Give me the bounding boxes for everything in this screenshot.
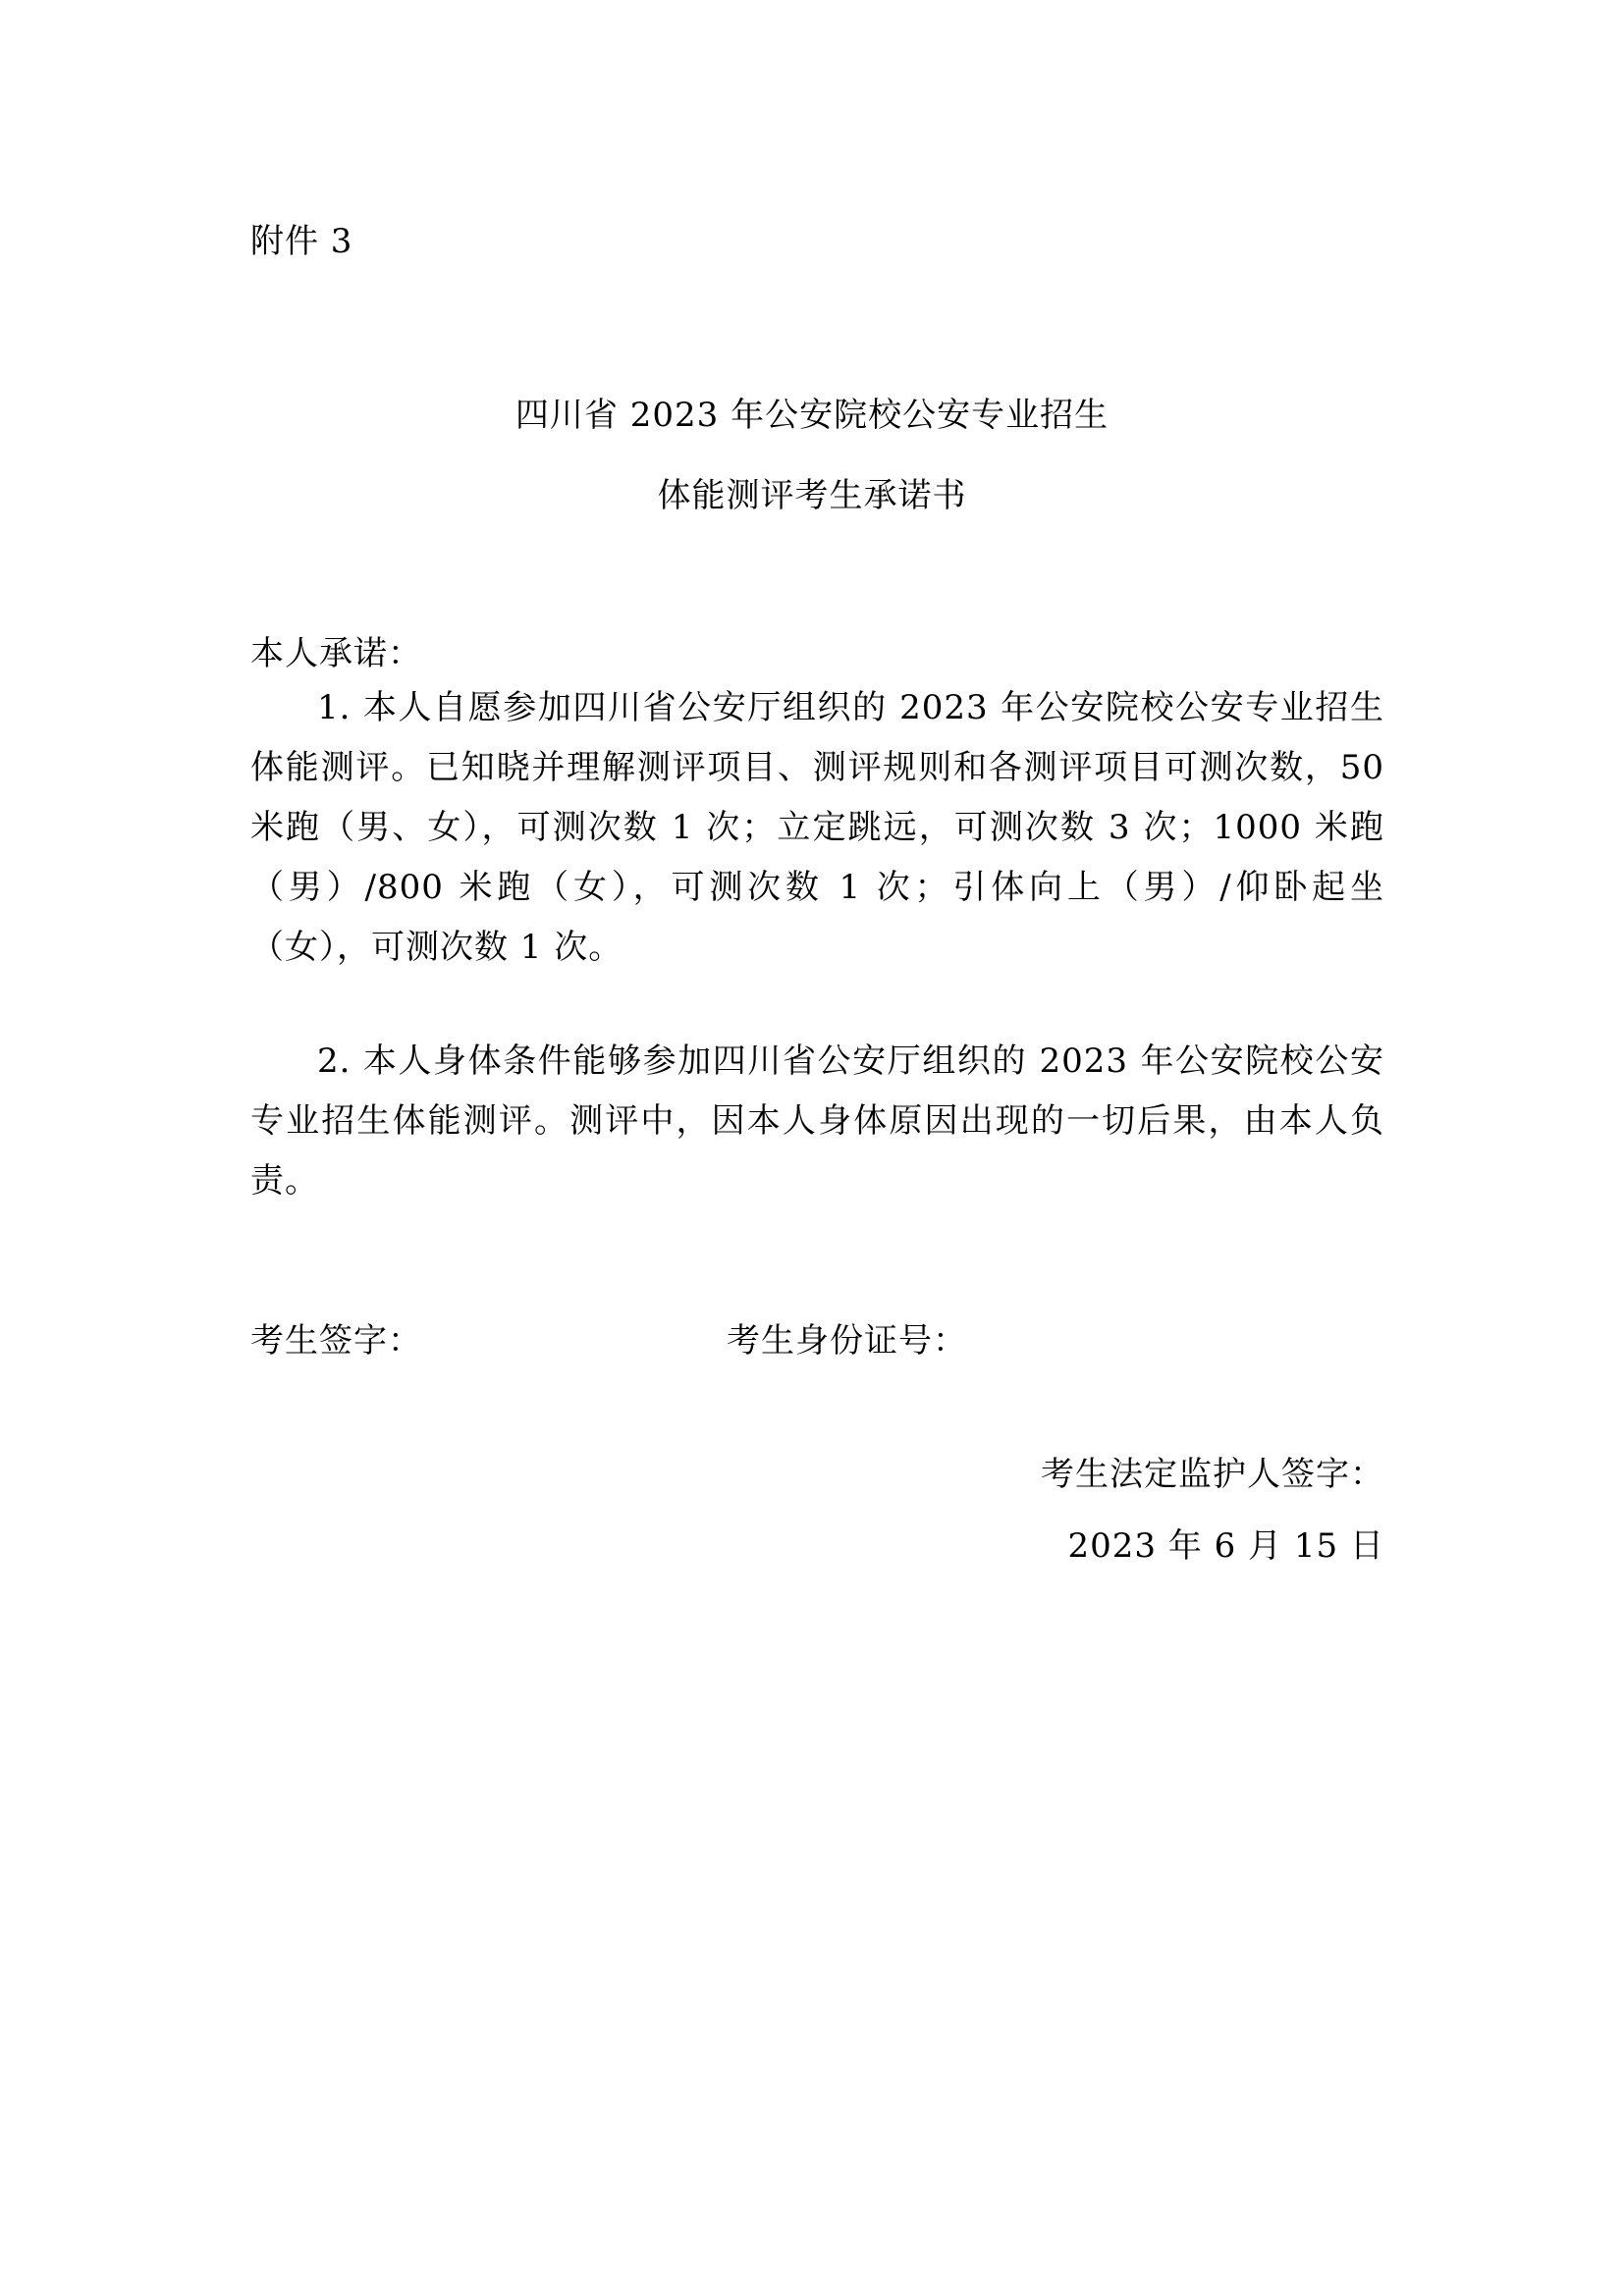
pledge-paragraph-1: 1. 本人自愿参加四川省公安厅组织的 2023 年公安院校公安专业招生体能测评。已知晓并理解测评项目、测评规则和各测评项目可测次数，50 米跑（男、女），可测次数 1 次；立定跳远，可测次数 3 次；1000 米跑（男）/800 米跑（女），可测次数 1 次；引体向上（男）/仰卧起坐（女），可测次数 1 次。 <box>250 688 1384 967</box>
student-signature-label: 考生签字： <box>250 1321 422 1361</box>
document-title-line-1: 四川省 2023 年公安院校公安专业招生 <box>514 396 1110 435</box>
document-title-line-2: 体能测评考生承诺书 <box>657 476 967 515</box>
attachment-label: 附件 3 <box>250 222 353 261</box>
pledge-paragraph-2: 2. 本人身体条件能够参加四川省公安厅组织的 2023 年公安院校公安专业招生体能测评。测评中，因本人身体原因出现的一切后果，由本人负责。 <box>250 1041 1384 1201</box>
document-date: 2023 年 6 月 15 日 <box>1067 1526 1384 1566</box>
pledge-intro: 本人承诺： <box>250 634 422 673</box>
student-id-label: 考生身份证号： <box>727 1321 967 1361</box>
guardian-signature-label: 考生法定监护人签字： <box>1041 1455 1384 1494</box>
